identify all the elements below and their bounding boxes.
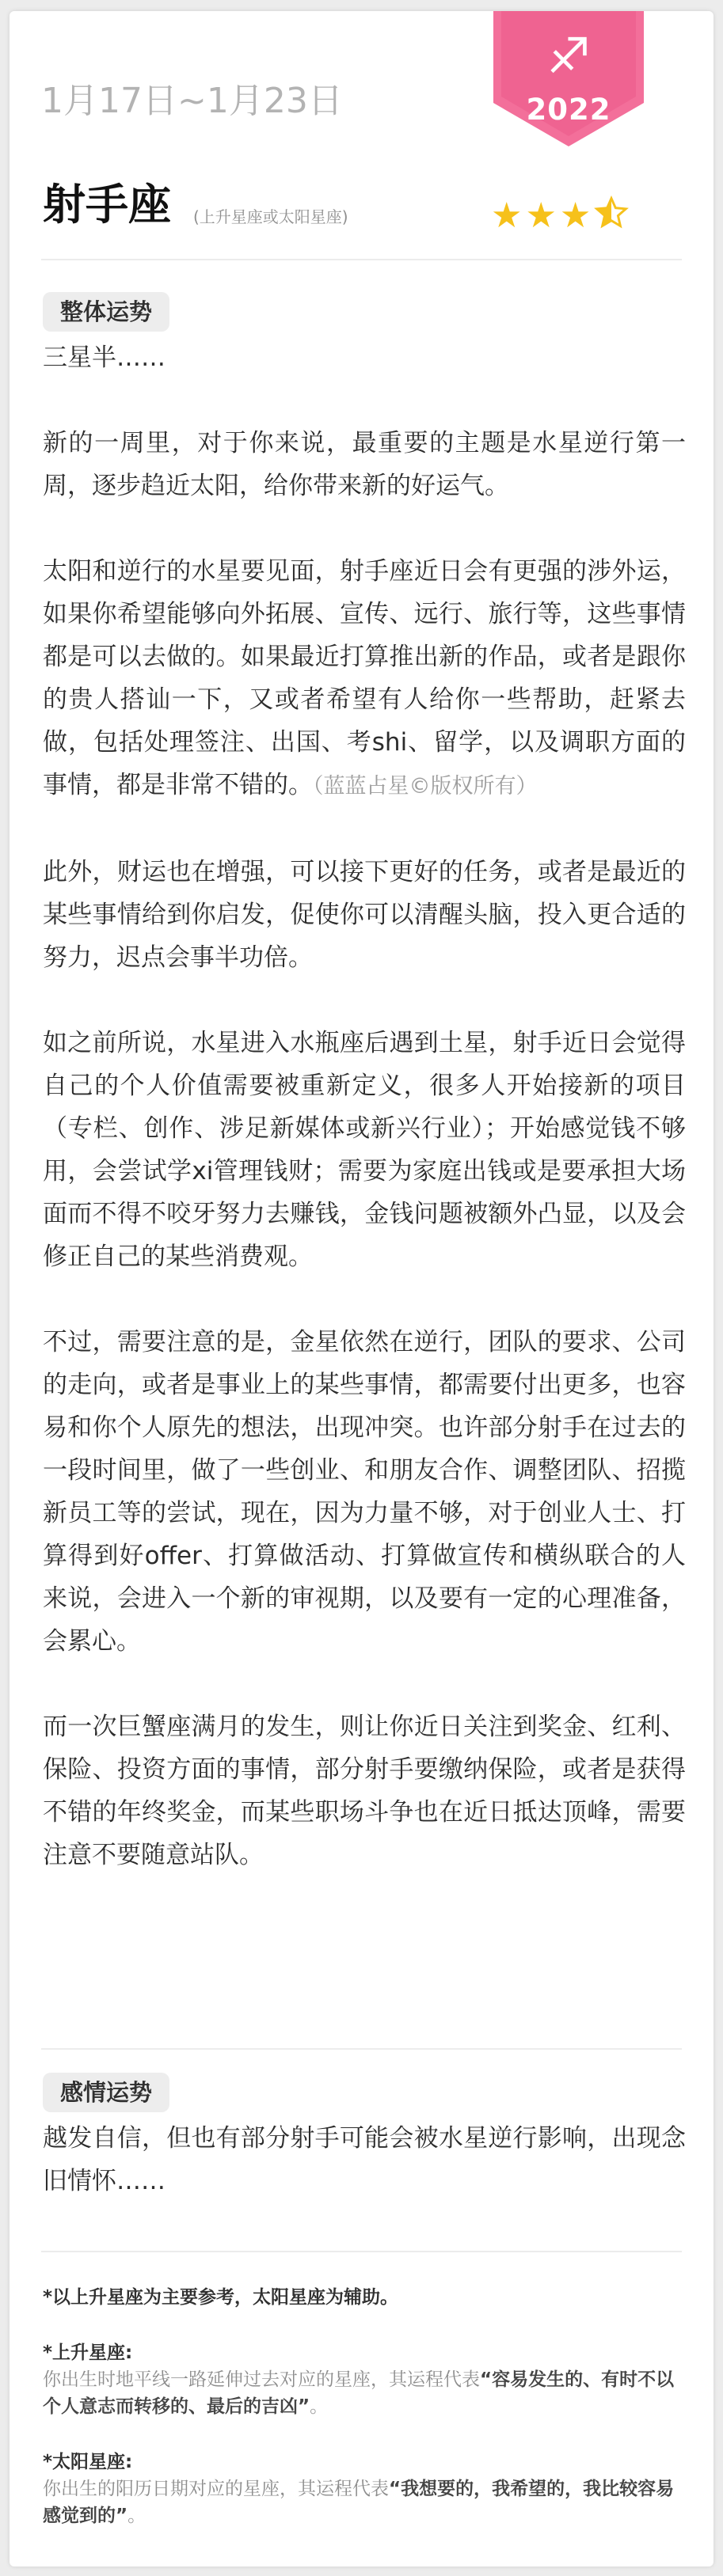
paragraph: 三星半…… bbox=[43, 343, 166, 372]
paragraph: 此外，财运也在增强，可以接下更好的任务，或者是最近的某些事情给到你启发，促使你可以清醒头脑，投入更合适的努力，迟点会事半功倍。 bbox=[43, 858, 686, 972]
paragraph: 新的一周里，对于你来说，最重要的主题是水星逆行第一周，逐步趋近太阳，给你带来新的好运气。 bbox=[43, 429, 686, 500]
note-sun-body bbox=[43, 2475, 686, 2529]
note-rising-desc: 你出生时地平线一路延伸过去对应的星座，其运程代表 bbox=[43, 2369, 480, 2390]
note-rising-end: 。 bbox=[310, 2396, 329, 2417]
badge-year: 2022 bbox=[526, 93, 611, 127]
zodiac-badge bbox=[493, 11, 644, 146]
star-icon: ★ bbox=[491, 195, 526, 236]
paragraph bbox=[43, 550, 686, 808]
sign-title: 射手座 bbox=[43, 180, 171, 230]
love-fortune-tag: 感情运势 bbox=[43, 2073, 169, 2112]
paragraph: 越发自信，但也有部分射手可能会被水星逆行影响，出现念旧情怀…… bbox=[43, 2124, 686, 2195]
paragraph: 如之前所说，水星进入水瓶座后遇到土星，射手近日会觉得自己的个人价值需要被重新定义，很多人开始接新的项目（专栏、创作、涉足新媒体或新兴行业）；开始感觉钱不够用，会尝试学xi管理钱财；需要为家庭出钱或是要承担大场面而不得不咬牙努力去赚钱，金钱问题被额外凸显，以及会修正自己的某些消费观。 bbox=[43, 1029, 686, 1271]
overall-fortune-text bbox=[43, 336, 686, 1876]
note-sun-desc: 你出生的阳历日期对应的星座，其运程代表 bbox=[43, 2479, 389, 2499]
overall-fortune-tag: 整体运势 bbox=[43, 292, 169, 332]
note-sun-end: 。 bbox=[127, 2506, 147, 2526]
section-divider bbox=[41, 2048, 682, 2050]
love-fortune-text bbox=[43, 2117, 686, 2202]
star-icon: ★ bbox=[559, 195, 595, 236]
paragraph: 而一次巨蟹座满月的发生，则让你近日关注到奖金、红利、保险、投资方面的事情，部分射手要缴纳保险，或者是获得不错的年终奖金，而某些职场斗争也在近日抵达顶峰，需要注意不要随意站队。 bbox=[43, 1713, 686, 1869]
note-rising-quote: “容易发生的、有时不以个人意志而转移的、最后的吉凶” bbox=[43, 2369, 675, 2417]
star-icon: ★ bbox=[525, 195, 560, 236]
horoscope-card bbox=[10, 11, 713, 2567]
star-rating bbox=[491, 194, 629, 238]
footnotes bbox=[43, 2284, 686, 2529]
section-divider bbox=[41, 259, 682, 260]
note-sun-quote: “我想要的，我希望的，我比较容易感觉到的” bbox=[43, 2479, 675, 2526]
half-star-icon bbox=[594, 194, 629, 238]
paragraph: 不过，需要注意的是，金星依然在逆行，团队的要求、公司的走向，或者是事业上的某些事情，都需要付出更多，也容易和你个人原先的想法，出现冲突。也许部分射手在过去的一段时间里，做了一些创业、和朋友合作、调整团队、招揽新员工等的尝试，现在，因为力量不够，对于创业人士、打算得到好offer、打算做活动、打算做宣传和横纵联合的人来说，会进入一个新的审视期，以及要有一定的心理准备，会累心。 bbox=[43, 1328, 686, 1656]
section-divider bbox=[41, 2251, 682, 2252]
date-range: 1月17日~1月23日 bbox=[41, 81, 343, 121]
note-rising-body bbox=[43, 2366, 686, 2420]
note-sun-head: *太阳星座: bbox=[43, 2452, 133, 2472]
sign-subtitle: (上升星座或太阳星座) bbox=[193, 207, 348, 226]
copyright-note: （蓝蓝占星©版权所有） bbox=[313, 774, 538, 799]
paragraph-text: 太阳和逆行的水星要见面，射手座近日会有更强的涉外运，如果你希望能够向外拓展、宣传、远行、旅行等，这些事情都是可以去做的。如果最近打算推出新的作品，或者是跟你的贵人搭讪一下，又或者希望有人给你一些帮助，赶紧去做，包括处理签注、出国、考shi、留学，以及调职方面的事情，都是非常不错的。 bbox=[43, 557, 686, 799]
note-rising-head: *上升星座: bbox=[43, 2343, 133, 2363]
sagittarius-icon: ♐ bbox=[546, 27, 591, 85]
note-main: *以上升星座为主要参考，太阳星座为辅助。 bbox=[43, 2287, 399, 2308]
